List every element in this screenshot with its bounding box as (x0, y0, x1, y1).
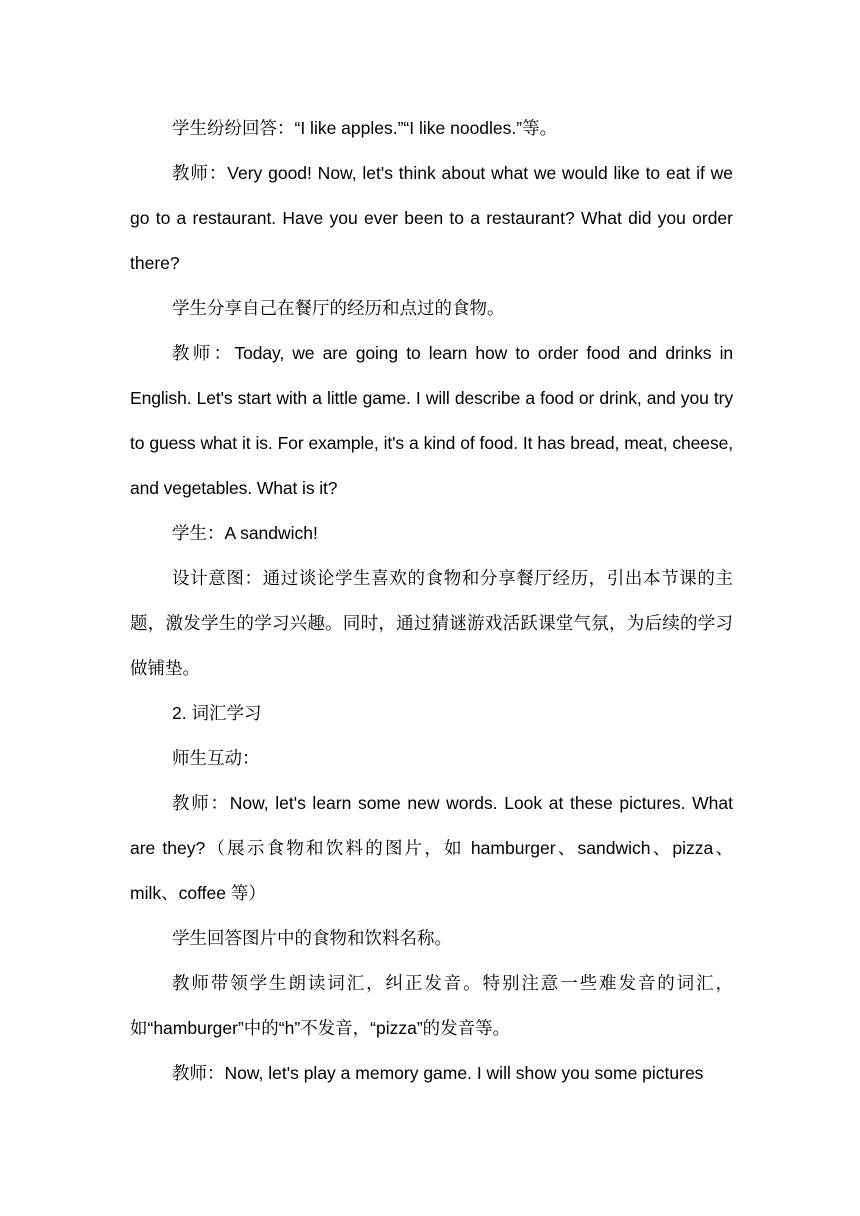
document-body (130, 106, 733, 1096)
paragraph-teacher-game: 教师：Today, we are going to learn how to order food and drinks in English. Let's start with a little game. I will describe a food or drink, and you try to guess what it is. For example, it's a kind of food. It has bread, meat, cheese, and vegetables. What is it? (130, 343, 733, 498)
paragraph-design-intent: 设计意图：通过谈论学生喜欢的食物和分享餐厅经历，引出本节课的主题，激发学生的学习兴趣。同时，通过猜谜游戏活跃课堂气氛，为后续的学习做铺垫。 (130, 568, 733, 678)
paragraph-student-names: 学生回答图片中的食物和饮料名称。 (172, 928, 452, 948)
paragraph-pronunciation: 教师带领学生朗读词汇，纠正发音。特别注意一些难发音的词汇，如“hamburger”中的“h”不发音，“pizza”的发音等。 (130, 973, 733, 1038)
paragraph-teacher-restaurant: 教师：Very good! Now, let's think about what we would like to eat if we go to a restaurant. Have you ever been to a restaurant? What did you order there? (130, 163, 733, 273)
paragraph-interaction-label: 师生互动： (172, 748, 260, 768)
paragraph-student-share: 学生分享自己在餐厅的经历和点过的食物。 (172, 298, 505, 318)
section-heading-vocabulary: 2. 词汇学习 (172, 703, 262, 723)
paragraph-memory-game: 教师：Now, let's play a memory game. I will show you some pictures (172, 1063, 704, 1083)
paragraph-student-answers: 学生纷纷回答：“I like apples.”“I like noodles.”等。 (172, 118, 558, 138)
paragraph-teacher-new-words: 教师：Now, let's learn some new words. Look at these pictures. What are they?（展示食物和饮料的图片，如 hamburger、sandwich、pizza、milk、coffee 等） (130, 793, 733, 903)
paragraph-student-sandwich: 学生：A sandwich! (172, 523, 318, 543)
